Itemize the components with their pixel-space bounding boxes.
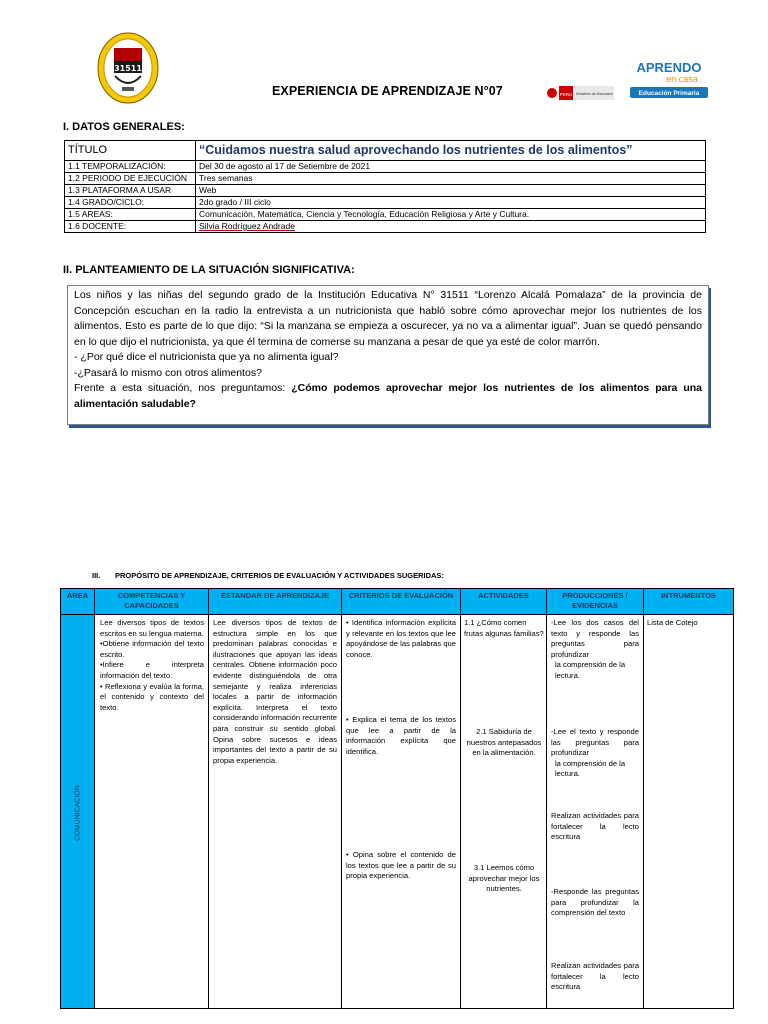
table-row	[65, 221, 706, 233]
docente-value: Silvia Rodríguez Andrade	[196, 221, 706, 233]
table-row	[65, 197, 706, 209]
competencias-cell	[95, 615, 209, 1008]
titulo-label: TÍTULO	[65, 141, 196, 161]
actividad-item: 2.1 Sabiduría de nuestros antepasados en la alimentación.	[466, 727, 542, 758]
criterio-item: • Identifica información explícita y relevante en los textos que lee apoyándose de las palabras que conoce.	[346, 618, 456, 659]
svg-text:Educación Primaria: Educación Primaria	[638, 90, 700, 97]
criterio-item: • Explica el tema de los textos que lee a partir de la información explícita que identifica.	[346, 715, 456, 756]
row-value: Comunicación, Matemática, Ciencia y Tecnología, Educación Religiosa y Arte y Cultura.	[196, 209, 706, 221]
column-header-area: ÁREA	[61, 589, 95, 615]
row-label: 1.5 AREAS:	[65, 209, 196, 221]
svg-text:en casa: en casa	[666, 74, 698, 84]
row-label: 1.3 PLATAFORMA A USAR	[65, 185, 196, 197]
produccion-item: -Lee los dos casos del texto y responde las preguntas para profundizar	[551, 618, 639, 659]
table-row	[65, 185, 706, 197]
table-row	[65, 209, 706, 221]
table-row	[65, 173, 706, 185]
area-cell	[61, 615, 95, 1008]
estandar-cell	[209, 615, 342, 1008]
svg-text:APRENDO: APRENDO	[636, 60, 702, 75]
produccion-item: Realizan actividades para fortalecer la lecto escritura	[551, 961, 639, 992]
document-title: EXPERIENCIA DE APRENDIZAJE N°07	[272, 84, 503, 98]
table-row	[65, 141, 706, 161]
column-header-estandar: ESTANDAR DE APRENDIZAJE	[209, 589, 342, 615]
proposito-table	[60, 588, 734, 1009]
estandar-text: Lee diversos tipos de textos de estructura simple en los que predominan palabras conocidas e ilustraciones que apoyan las ideas centrales. Obtiene información poco evidente distinguiéndola de otra semejante y realiza inferencias locales a partir de información explícita. Interpreta el texto considerando información recurrente para construir su sentido global. Opina sobre sucesos e ideas importantes del texto a partir de su propia experiencia.	[213, 618, 337, 765]
titulo-value: “Cuidamos nuestra salud aprovechando los nutrientes de los alimentos”	[196, 141, 706, 161]
row-value: Web	[196, 185, 706, 197]
datos-generales-table	[64, 140, 706, 233]
produccion-item: la comprensión de la lectura.	[555, 758, 626, 779]
instrumentos-cell	[644, 615, 733, 1008]
column-header-producciones: PRODUCCIONES / EVIDENCIAS	[547, 589, 644, 615]
question-2: -¿Pasará lo mismo con otros alimentos?	[74, 366, 262, 379]
produccion-item: -Lee el texto y responde las preguntas para profundizar	[551, 727, 639, 758]
row-label: 1.6 DOCENTE:	[65, 221, 196, 233]
svg-text:31511: 31511	[114, 64, 142, 73]
svg-text:PERÚ: PERÚ	[559, 92, 573, 97]
criterios-cell	[342, 615, 461, 1008]
competencia-item: •Obtiene información del texto escrito.	[100, 639, 204, 659]
instrumento-item: Lista de Cotejo	[647, 618, 698, 627]
row-label: 1.2 PERIODO DE EJECUCIÓN	[65, 173, 196, 185]
situacion-significativa-box	[67, 285, 709, 425]
competencia-item: Lee diversos tipos de textos escritos en su lengua materna.	[100, 618, 204, 638]
row-value: Del 30 de agosto al 17 de Setiembre de 2021	[196, 161, 706, 173]
situacion-paragraph: Los niños y las niñas del segundo grado de la Institución Educativa N° 31511 “Lorenzo Alcalá Pomalaza” de la provincia de Concepción escuchan en la radio la entrevista a un nutricionista que habló sobre cómo aprovechar mejor los nutrientes de los alimentos. Esto es parte de lo que dijo: “Si la manzana se empieza a oscurecer, ya no va a alimentar igual”. Juan se quedó pensando en lo que dijo el nutricionista, ya que él termina de comerse su manzana a pesar de que ya esté de color marrón.	[74, 289, 702, 348]
produccion-item: la comprensión de la lectura.	[555, 660, 626, 680]
area-label: COMUNICACIÓN	[74, 784, 82, 841]
row-label: 1.4 GRADO/CICLO:	[65, 197, 196, 209]
column-header-instrumentos: INTRUMENTOS	[644, 589, 733, 615]
column-header-competencias: COMPETENCIAS Y CAPACIDADES	[95, 589, 209, 615]
produccion-item: -Responde las preguntas para profundizar la comprensión del texto	[551, 887, 639, 918]
criterio-item: • Opina sobre el contenido de los textos que lee a partir de su propia experiencia.	[346, 850, 456, 881]
competencia-item: •Infiere e interpreta información del texto.	[100, 660, 204, 680]
producciones-cell	[547, 615, 644, 1008]
column-header-actividades: ACTIVIDADES	[461, 589, 547, 615]
aprendo-en-casa-logo	[628, 58, 710, 100]
school-seal-icon	[97, 32, 159, 104]
question-1: - ¿Por qué dice el nutricionista que ya no alimenta igual?	[74, 351, 339, 363]
produccion-item: Realizan actividades para fortalecer la lecto escritura	[551, 811, 639, 842]
row-value: 2do grado / III ciclo	[196, 197, 706, 209]
closing-question: ¿Cómo podemos aprovechar mejor los nutrientes de los alimentos para una alimentación saludable?	[74, 382, 702, 410]
section-datos-generales-heading: I. DATOS GENERALES:	[63, 121, 185, 133]
section-situacion-heading: II. PLANTEAMIENTO DE LA SITUACIÓN SIGNIFICATIVA:	[63, 264, 355, 276]
competencia-item: • Reflexiona y evalúa la forma, el contenido y contexto del texto.	[100, 681, 204, 712]
actividad-item: 1.1 ¿Cómo comen frutas algunas familias?	[464, 618, 544, 638]
column-header-criterios: CRITERIOS DE EVALUACIÓN	[342, 589, 461, 615]
actividades-cell	[461, 615, 547, 1008]
table-row	[65, 161, 706, 173]
row-value: Tres semanas	[196, 173, 706, 185]
section-proposito-heading: III. PROPÓSITO DE APRENDIZAJE, CRITERIOS DE EVALUACIÓN Y ACTIVIDADES SUGERIDAS:	[92, 571, 444, 580]
closing: Frente a esta situación, nos preguntamos: ¿Cómo podemos aprovechar mejor los nutrientes de los alimentos para una alimentación saludable?	[74, 382, 702, 410]
row-label: 1.1 TEMPORALIZACIÓN:	[65, 161, 196, 173]
peru-minedu-logo	[546, 84, 614, 102]
svg-text:Ministerio de Educación: Ministerio de Educación	[576, 92, 614, 96]
actividad-item: 3.1 Leemos cómo aprovechar mejor los nutrientes.	[468, 863, 540, 894]
